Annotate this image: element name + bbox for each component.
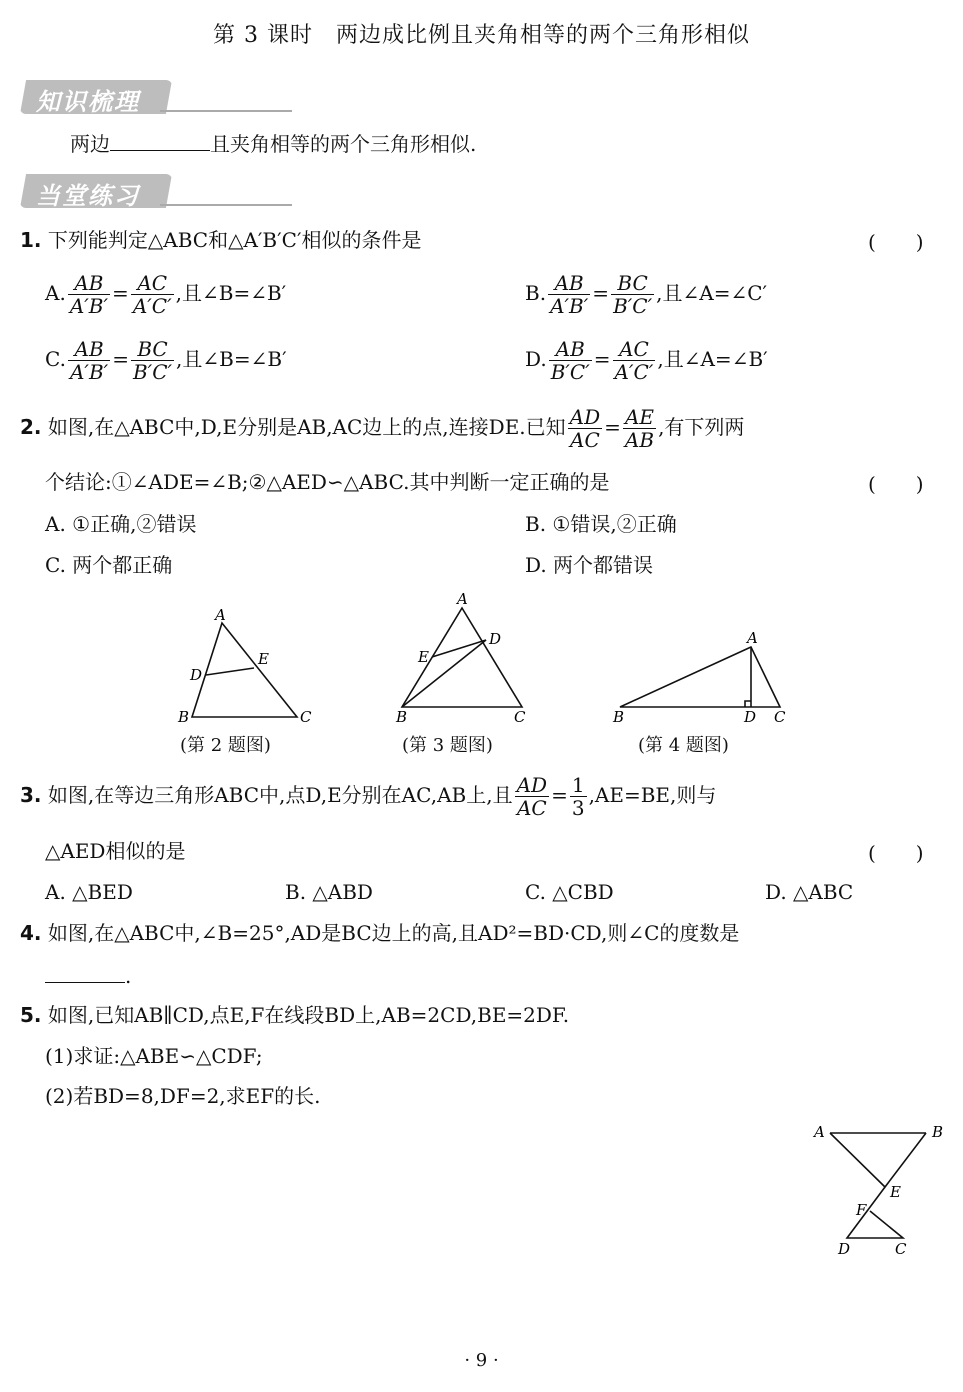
fig5-label-f: F [856,1201,867,1219]
caption-fig2: (第 2 题图) [180,735,271,756]
fig4-label-a: A [747,629,758,647]
section-header-practice: 当堂练习 [20,174,300,208]
figure-q5 [800,1115,960,1265]
fig5-label-d: D [838,1240,851,1258]
page-number: · 9 · [464,1350,499,1371]
fig2-label-e: E [258,650,269,668]
fig2-label-d: D [190,666,203,684]
q1-option-d[interactable]: D. $\frac{AB}{B'C'}$ = $\frac{AC}{A'C'}$ ,且∠A=∠B′ [525,337,768,384]
q2-option-c[interactable]: C. 两个都正确 [45,553,173,577]
q3-option-a[interactable]: A. △BED [45,880,133,904]
q2-option-b[interactable]: B. ①错误,②正确 [525,512,677,536]
q1-stem: 1. 下列能判定△ABC和△A′B′C′相似的条件是 [20,228,422,252]
fig5-label-a: A [814,1123,825,1141]
figures-row [0,590,963,735]
q2-answer-paren[interactable]: ( ) [868,472,924,496]
fig4-label-c: C [774,708,786,726]
q1-option-a[interactable]: A. $\frac{AB}{A'B'}$ = $\frac{AC}{A'C'}$ ,且∠B=∠B′ [45,271,287,318]
q4-answer-blank[interactable] [45,962,125,983]
figure-q2 [192,623,297,717]
knowledge-sentence: 两边 且夹角相等的两个三角形相似. [70,132,477,156]
q5-part2: (2)若BD=8,DF=2,求EF的长. [45,1084,321,1108]
fig2-label-a: A [215,606,226,624]
caption-fig3: (第 3 题图) [402,735,493,756]
fig5-label-e: E [890,1183,901,1201]
fig3-label-e: E [418,648,429,666]
q3-stem-line1: 3. 如图,在等边三角形ABC中,点D,E分别在AC,AB上,且 $\frac{AD}{AC}$ = $\frac{1}{3}$ ,AE=BE,则与 [20,773,717,820]
fig3-label-c: C [514,708,526,726]
fig3-label-d: D [489,630,502,648]
caption-fig4: (第 4 题图) [638,735,729,756]
q3-option-d[interactable]: D. △ABC [765,880,854,904]
q1-option-c[interactable]: C. $\frac{AB}{A'B'}$ = $\frac{BC}{B'C'}$ ,且∠B=∠B′ [45,337,287,384]
section-header-knowledge: 知识梳理 [20,80,300,114]
q1-answer-paren[interactable]: ( ) [868,230,924,254]
q3-option-b[interactable]: B. △ABD [285,880,373,904]
fig2-label-c: C [300,708,312,726]
q3-option-c[interactable]: C. △CBD [525,880,614,904]
fig5-label-c: C [895,1240,907,1258]
q5-stem: 5. 如图,已知AB∥CD,点E,F在线段BD上,AB=2CD,BE=2DF. [20,1003,570,1027]
fig4-label-b: B [613,708,625,726]
q4-answer-line: . [45,962,131,990]
q2-stem-line2: 个结论:①∠ADE=∠B;②△AED∽△ABC.其中判断一定正确的是 [45,470,610,494]
fig2-label-b: B [178,708,190,726]
q5-part1: (1)求证:△ABE∽△CDF; [45,1044,263,1068]
q2-option-d[interactable]: D. 两个都错误 [525,553,654,577]
answer-blank[interactable] [110,130,210,151]
q2-stem-line1: 2. 如图,在△ABC中,D,E分别是AB,AC边上的点,连接DE.已知 $\frac{AD}{AC}$ = $\frac{AE}{AB}$ ,有下列两 [20,405,745,452]
q2-option-a[interactable]: A. ①正确,②错误 [45,512,197,536]
fig3-label-b: B [396,708,408,726]
figure-q4 [620,647,780,707]
q3-stem-line2: △AED相似的是 [45,839,186,863]
q1-option-b[interactable]: B. $\frac{AB}{A'B'}$ = $\frac{BC}{B'C'}$ ,且∠A=∠C′ [525,271,768,318]
q4-stem: 4. 如图,在△ABC中,∠B=25°,AD是BC边上的高,且AD²=BD·CD,则∠C的度数是 [20,921,740,945]
q3-answer-paren[interactable]: ( ) [868,841,924,865]
fig4-label-d: D [744,708,757,726]
fig5-label-b: B [932,1123,944,1141]
fig3-label-a: A [457,590,468,608]
page-title: 第 3 课时 两边成比例且夹角相等的两个三角形相似 [213,23,750,48]
